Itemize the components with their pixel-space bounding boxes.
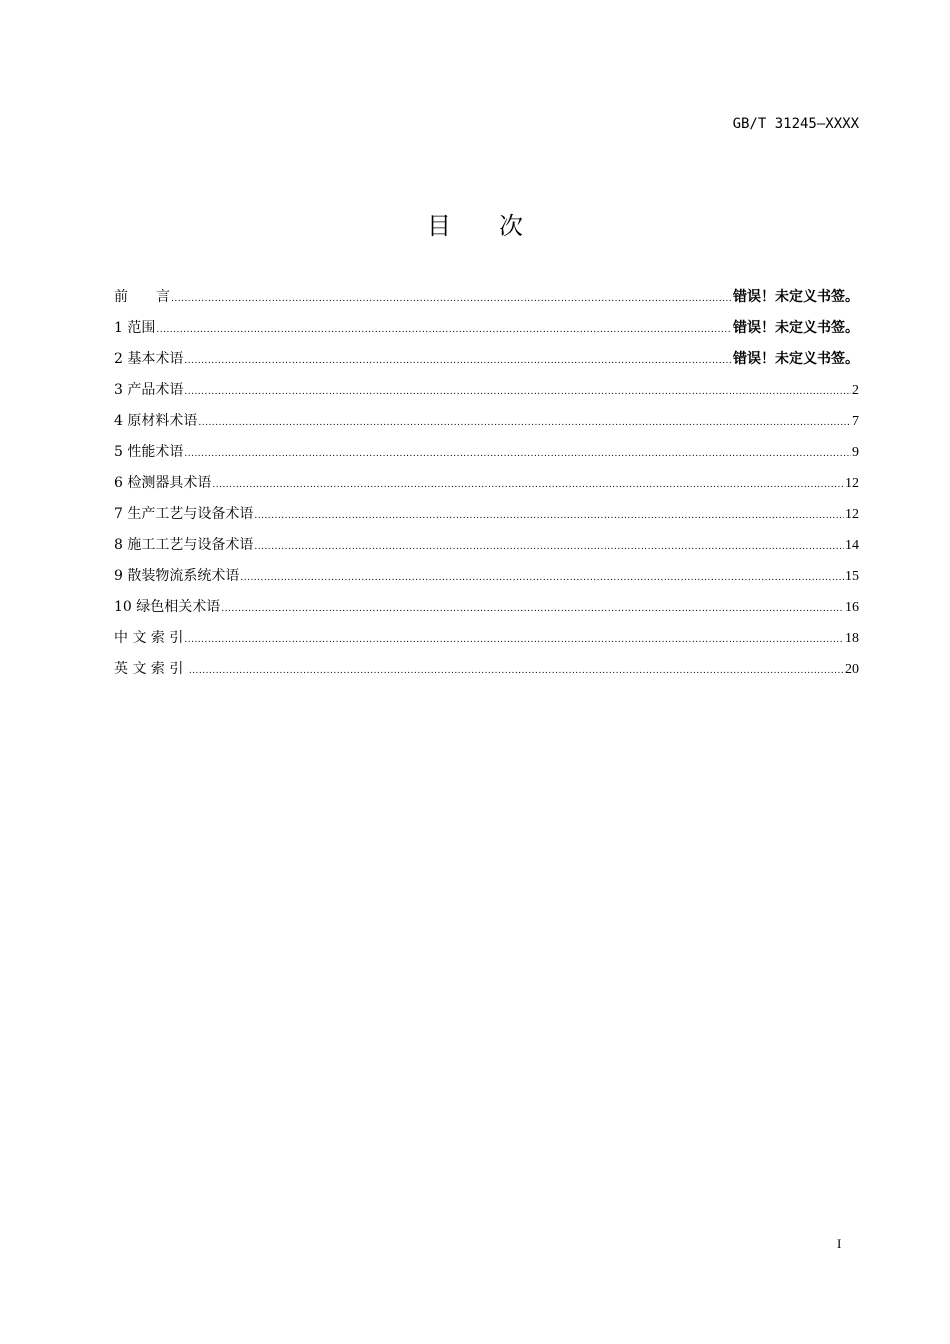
- toc-entry[interactable]: [114, 472, 859, 503]
- dot-leader: [198, 418, 851, 428]
- toc-entry-page: 20: [845, 662, 859, 677]
- dot-leader: [184, 387, 851, 397]
- toc-entry-label: 中 文 索 引: [114, 630, 184, 646]
- toc-entry-label: 前 言: [114, 289, 170, 305]
- toc-entry[interactable]: [114, 286, 859, 317]
- toc-entry-page: 错误！未定义书签。: [733, 351, 859, 367]
- toc-entry-label: 8 施工工艺与设备术语: [114, 537, 254, 553]
- standard-number: GB/T 31245—XXXX: [732, 116, 859, 132]
- dot-leader: [189, 666, 844, 676]
- toc-entry[interactable]: [114, 565, 859, 596]
- toc-entry[interactable]: [114, 379, 859, 410]
- dot-leader: [156, 325, 732, 335]
- dot-leader: [221, 604, 844, 614]
- page-number: I: [837, 1236, 842, 1251]
- toc-entry-page: 2: [852, 383, 859, 398]
- dot-leader: [254, 511, 844, 521]
- toc-entry-label: 7 生产工艺与设备术语: [114, 506, 254, 522]
- toc-entry-page: 18: [845, 631, 859, 646]
- toc-entry-label: 5 性能术语: [114, 444, 184, 460]
- toc-entry-label: 4 原材料术语: [114, 413, 198, 429]
- toc-entry-page: 16: [845, 600, 859, 615]
- toc-entry-label: 6 检测器具术语: [114, 475, 212, 491]
- toc-entry[interactable]: [114, 596, 859, 627]
- toc-entry[interactable]: [114, 441, 859, 472]
- toc-entry-label: 2 基本术语: [114, 351, 184, 367]
- toc-entry-page: 15: [845, 569, 859, 584]
- toc-entry-page: 12: [845, 476, 859, 491]
- toc-entry[interactable]: [114, 627, 859, 658]
- dot-leader: [254, 542, 844, 552]
- toc-entry[interactable]: [114, 348, 859, 379]
- toc-entry[interactable]: [114, 658, 859, 689]
- dot-leader: [184, 635, 844, 645]
- toc-entry-label: 10 绿色相关术语: [114, 599, 221, 615]
- toc-entry-page: 9: [852, 445, 859, 460]
- toc-entry[interactable]: [114, 317, 859, 348]
- toc-entry[interactable]: [114, 410, 859, 441]
- toc-entry-page: 14: [845, 538, 859, 553]
- dot-leader: [212, 480, 844, 490]
- dot-leader: [184, 449, 851, 459]
- toc-entry-label: 3 产品术语: [114, 382, 184, 398]
- toc-entry-page: 7: [852, 414, 859, 429]
- dot-leader: [184, 356, 732, 366]
- toc-entry-label: 1 范围: [114, 320, 156, 336]
- toc-entry-label: 9 散装物流系统术语: [114, 568, 240, 584]
- toc-entry[interactable]: [114, 503, 859, 534]
- toc-entry-page: 错误！未定义书签。: [733, 320, 859, 336]
- table-of-contents: [114, 286, 859, 689]
- toc-entry-page: 12: [845, 507, 859, 522]
- toc-entry-page: 错误！未定义书签。: [733, 289, 859, 305]
- dot-leader: [240, 573, 844, 583]
- toc-entry-label: 英 文 索 引: [114, 661, 188, 677]
- page-title: 目次: [427, 212, 571, 240]
- toc-entry[interactable]: [114, 534, 859, 565]
- dot-leader: [171, 294, 732, 304]
